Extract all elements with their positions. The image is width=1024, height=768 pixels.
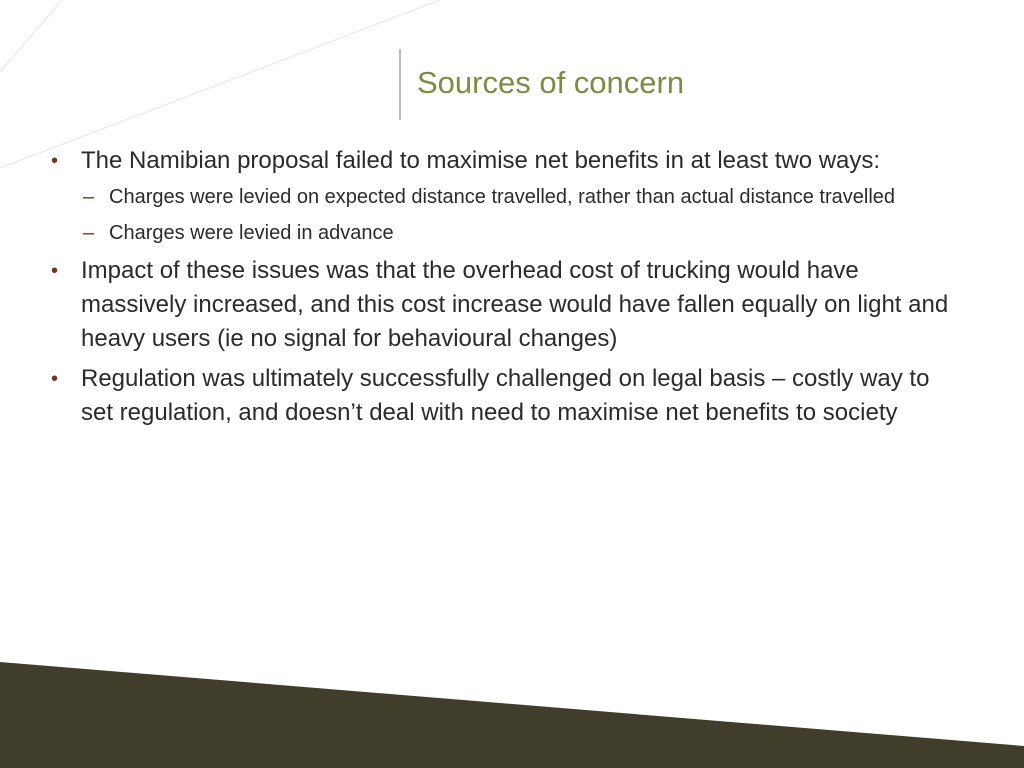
bullet-text: Regulation was ultimately successfully challenged on legal basis – costly way to set regulation, and doesn’t deal with need to maximise net benefits to society: [81, 365, 930, 426]
sub-bullet-marker: –: [83, 186, 95, 208]
bullet-marker: •: [51, 368, 59, 390]
bullet-item: [44, 144, 964, 248]
decorative-diagonal-line: [0, 0, 440, 168]
title-divider: [399, 49, 401, 120]
bullet-text: The Namibian proposal failed to maximise net benefits in at least two ways:: [81, 147, 881, 174]
sub-bullet-item: [81, 182, 964, 212]
sub-bullet-list: [81, 182, 964, 248]
bullet-list: [44, 144, 964, 436]
footer-band: [0, 662, 1024, 768]
sub-bullet-marker: –: [83, 222, 95, 244]
slide-title: Sources of concern: [417, 65, 685, 100]
bullet-item: [44, 362, 964, 430]
sub-bullet-text: Charges were levied on expected distance travelled, rather than actual distance travelled: [109, 186, 896, 208]
bullet-marker: •: [51, 260, 59, 282]
decorative-diagonal-line: [0, 0, 62, 72]
sub-bullet-text: Charges were levied in advance: [109, 222, 394, 244]
bullet-item: [44, 254, 964, 356]
sub-bullet-item: [81, 218, 964, 248]
bullet-text: Impact of these issues was that the overhead cost of trucking would have massively increased, and this cost increase would have fallen equally on light and heavy users (ie no signal for behavioural changes): [81, 257, 949, 352]
bullet-marker: •: [51, 150, 59, 172]
page-number: 12: [962, 718, 977, 733]
